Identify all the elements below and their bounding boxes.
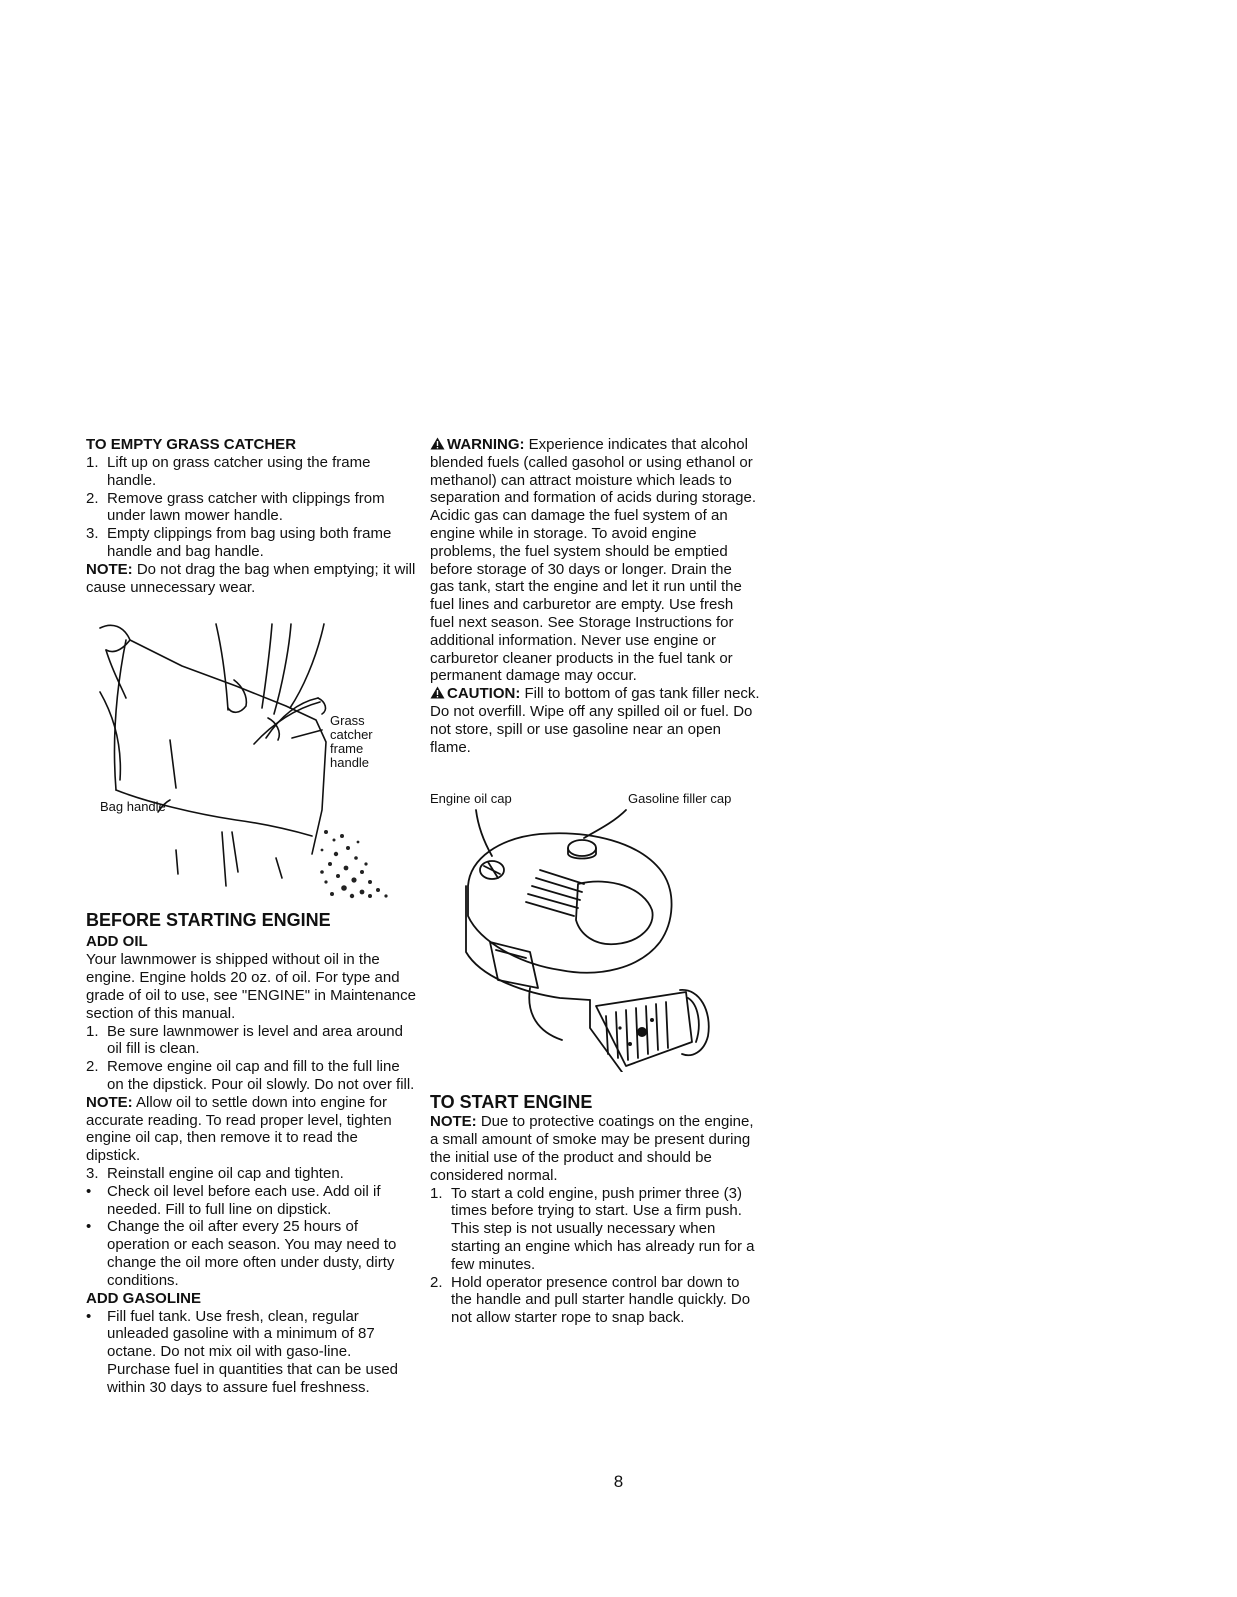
list-item: 1. Lift up on grass catcher using the frame handle.: [86, 454, 371, 489]
engine-figure: [430, 792, 760, 1072]
warning-triangle-icon: [430, 437, 445, 450]
list-item: 3. Empty clippings from bag using both frame handle and bag handle.: [86, 525, 392, 560]
list-item: 2. Hold operator presence control bar down to the handle and pull starter handle quickly. Do not allow starter rope to snap back.: [430, 1273, 751, 1327]
before-starting-heading: BEFORE STARTING ENGINE: [86, 910, 331, 931]
add-oil-steps-more: [86, 1165, 416, 1290]
list-item: • Check oil level before each use. Add oil if needed. Fill to full line on dipstick.: [86, 1182, 381, 1218]
grass-catcher-figure: [86, 610, 406, 900]
gasoline-filler-cap-label: Gasoline filler cap: [628, 791, 732, 807]
add-oil-note: NOTE: Allow oil to settle down into engine for accurate reading. To read proper level, tighten engine oil cap, then remove it to read the dipstick.: [86, 1093, 392, 1165]
add-gasoline-list: [86, 1308, 416, 1397]
add-gasoline-heading: ADD GASOLINE: [86, 1289, 202, 1307]
list-item: 1. Be sure lawnmower is level and area around oil fill is clean.: [86, 1022, 403, 1058]
add-oil-steps: [86, 1023, 416, 1094]
list-item: 2. Remove grass catcher with clippings from under lawn mower handle.: [86, 489, 385, 525]
caution-triangle-icon: [430, 686, 445, 699]
bag-handle-label: Bag handle: [100, 799, 166, 815]
start-engine-steps: [430, 1185, 760, 1327]
start-engine-note: NOTE: Due to protective coatings on the engine, a small amount of smoke may be present during the initial use of the product and should be considered normal.: [430, 1113, 754, 1184]
caution-paragraph: CAUTION: Fill to bottom of gas tank filler neck. Do not overfill. Wipe off any spilled oil or fuel. Do not store, spill or use gasoline near an open flame.: [430, 685, 760, 756]
empty-catcher-steps: [86, 454, 416, 561]
grass-catcher-frame-handle-label: Grass catcher frame handle: [330, 713, 373, 771]
add-oil-intro: Your lawnmower is shipped without oil in the engine. Engine holds 20 oz. of oil. For type and grade of oil to use, see "ENGINE" in Maintenance section of this manual.: [86, 951, 416, 1022]
list-item: • Change the oil after every 25 hours of operation or each season. You may need to change the oil more often under dusty, dirty conditions.: [86, 1218, 397, 1289]
empty-catcher-note: NOTE: Do not drag the bag when emptying; it will cause unnecessary wear.: [86, 560, 416, 596]
start-engine-heading: TO START ENGINE: [430, 1092, 593, 1113]
list-item: 1. To start a cold engine, push primer three (3) times before trying to start. Use a firm push. This step is not usually necessary when starting an engine which has already run for a few minutes.: [430, 1184, 755, 1273]
engine-illustration: [430, 792, 760, 1072]
page-number: 8: [613, 1472, 624, 1491]
list-item: • Fill fuel tank. Use fresh, clean, regular unleaded gasoline with a minimum of 87 octane. Do not mix oil with gaso-line. Purchase fuel in quantities that can be used within 30 days to assure fuel freshness.: [86, 1307, 399, 1396]
list-item: 2. Remove engine oil cap and fill to the full line on the dipstick. Pour oil slowly. Do not over fill.: [86, 1058, 415, 1093]
add-oil-heading: ADD OIL: [86, 933, 148, 951]
warning-paragraph: WARNING: Experience indicates that alcohol blended fuels (called gasohol or using ethanol or methanol) can attract moisture which leads to separation and formation of acids during storage. Acidic gas can damage the fuel system of an engine while in storage. To avoid engine problems, the fuel system should be emptied before storage of 30 days or longer. Drain the gas tank, start the engine and let it run until the fuel lines and carburetor are empty. Use fresh fuel next season. See Storage Instructions for additional information. Never use engine or carburetor cleaner products in the fuel tank or permanent damage may occur.: [430, 436, 757, 685]
left-column: [86, 436, 416, 1397]
empty-catcher-heading: TO EMPTY GRASS CATCHER: [86, 436, 297, 453]
list-item: 3. Reinstall engine oil cap and tighten.: [86, 1164, 344, 1182]
right-column: [430, 436, 760, 1327]
engine-oil-cap-label: Engine oil cap: [430, 791, 512, 807]
